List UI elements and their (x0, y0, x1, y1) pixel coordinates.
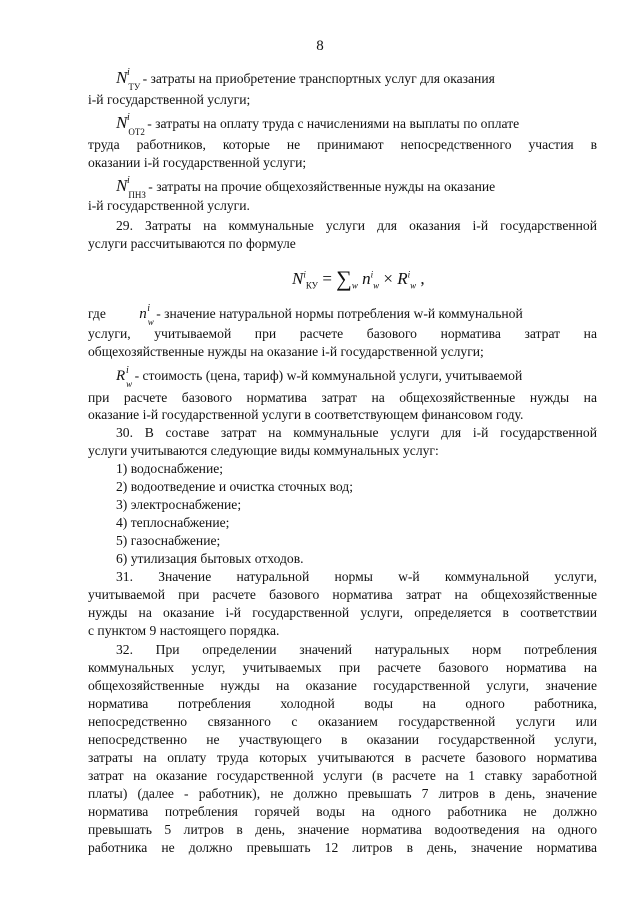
symbol-n-w: n i $_w$ (139, 303, 154, 327)
list-item: 1) водоснабжение; (116, 461, 224, 476)
def-npnz-line-1: N i $_{ПНЗ}$ - затраты на прочие общехозяйственные нужды на оказание (116, 175, 496, 201)
def-not2-line-2: труда работников, которые не принимают непосредственного участия в (88, 137, 597, 152)
def-r-line-2: при расчете базового норматива затрат на общехозяйственные нужды на (88, 390, 597, 405)
p32-line-2: коммунальных услуг, учитываемых при расчете базового норматива на (88, 660, 597, 675)
p31-line-1: 31. Значение натуральной нормы w-й коммунальной услуги, (116, 569, 597, 584)
p32-line-11: превышать 5 литров в день, значение норматива водоотведения на одного (88, 822, 597, 837)
p32-line-4: норматива потребления холодной воды на одного работника, (88, 696, 597, 711)
p30-line-1: 30. В составе затрат на коммунальные услуги для i-й государственной (116, 425, 597, 440)
p32-line-8: затрат на оказание государственной услуги (в расчете на 1 ставку заработной (88, 768, 597, 783)
p29-line-2: услуги рассчитываются по формуле (88, 236, 296, 251)
def-npnz-line-2: i-й государственной услуги. (88, 198, 250, 213)
symbol-n-tu: N i $_{ТУ}$ (116, 67, 141, 93)
def-not2-line-1: N i $_{ОТ2}$ - затраты на оплату труда с начислениями на выплаты по оплате (116, 112, 520, 138)
p29-line-1: 29. Затраты на коммунальные услуги для оказания i-й государственной (116, 218, 597, 233)
def-not2-line-3: оказании i-й государственной услуги; (88, 155, 307, 170)
symbol-n-ot2: N i $_{ОТ2}$ (116, 112, 145, 138)
p32-line-10: норматива потребления горячей воды на одного работника не должно (88, 804, 597, 819)
symbol-n-pnz: N i $_{ПНЗ}$ (116, 175, 146, 201)
p32-line-7: затраты на оплату труда которых учитываются в расчете базового норматива (88, 750, 597, 765)
list-item: 6) утилизация бытовых отходов. (116, 551, 304, 566)
def-n-line-3: общехозяйственные нужды на оказание i-й государственной услуги; (88, 344, 484, 359)
list-item: 4) теплоснабжение; (116, 515, 230, 530)
p32-line-6: непосредственно не участвующего в оказании государственной услуги, (88, 732, 597, 747)
page-number: 8 (316, 38, 324, 54)
p32-line-9: платы) (далее - работник), не должно превышать 7 литров в день, значение (88, 786, 597, 801)
symbol-r-w: R i $_w$ (116, 365, 133, 389)
def-ntu-line-2: i-й государственной услуги; (88, 92, 251, 107)
p30-line-2: услуги учитываются следующие виды коммунальных услуг: (88, 443, 439, 458)
def-n-line-1: где n i $_w$ - значение натуральной нормы потребления w-й коммунальной (88, 303, 523, 327)
p31-line-3: нужды на оказание i-й государственной услуги, определяется в соответствии (88, 605, 597, 620)
list-item: 3) электроснабжение; (116, 497, 242, 512)
list-item: 2) водоотведение и очистка сточных вод; (116, 479, 353, 494)
def-ntu-line-1: N i $_{ТУ}$ - затраты на приобретение транспортных услуг для оказания (116, 67, 495, 93)
def-r-line-3: оказание i-й государственной услуги в соответствующем финансовом году. (88, 407, 524, 422)
p32-line-3: общехозяйственные нужды на оказание государственной услуги, значение (88, 678, 597, 693)
p32-line-1: 32. При определении значений натуральных норм потребления (116, 642, 597, 657)
formula-communal-costs: $N^i_{КУ} = \sum_w$ $n^i_w \times R^i_w$ , (292, 266, 425, 291)
p32-line-12: работника не должно превышать 12 литров в день, значение норматива (88, 840, 597, 855)
list-item: 5) газоснабжение; (116, 533, 221, 548)
def-r-line-1: R i $_w$ - стоимость (цена, тариф) w-й коммунальной услуги, учитываемой (116, 365, 523, 389)
p31-line-4: с пунктом 9 настоящего порядка. (88, 623, 280, 638)
p32-line-5: непосредственно связанного с оказанием государственной услуги или (88, 714, 597, 729)
p31-line-2: учитываемой при расчете базового норматива затрат на общехозяйственные (88, 587, 597, 602)
def-n-line-2: услуги, учитываемой при расчете базового норматива затрат на (88, 326, 597, 341)
